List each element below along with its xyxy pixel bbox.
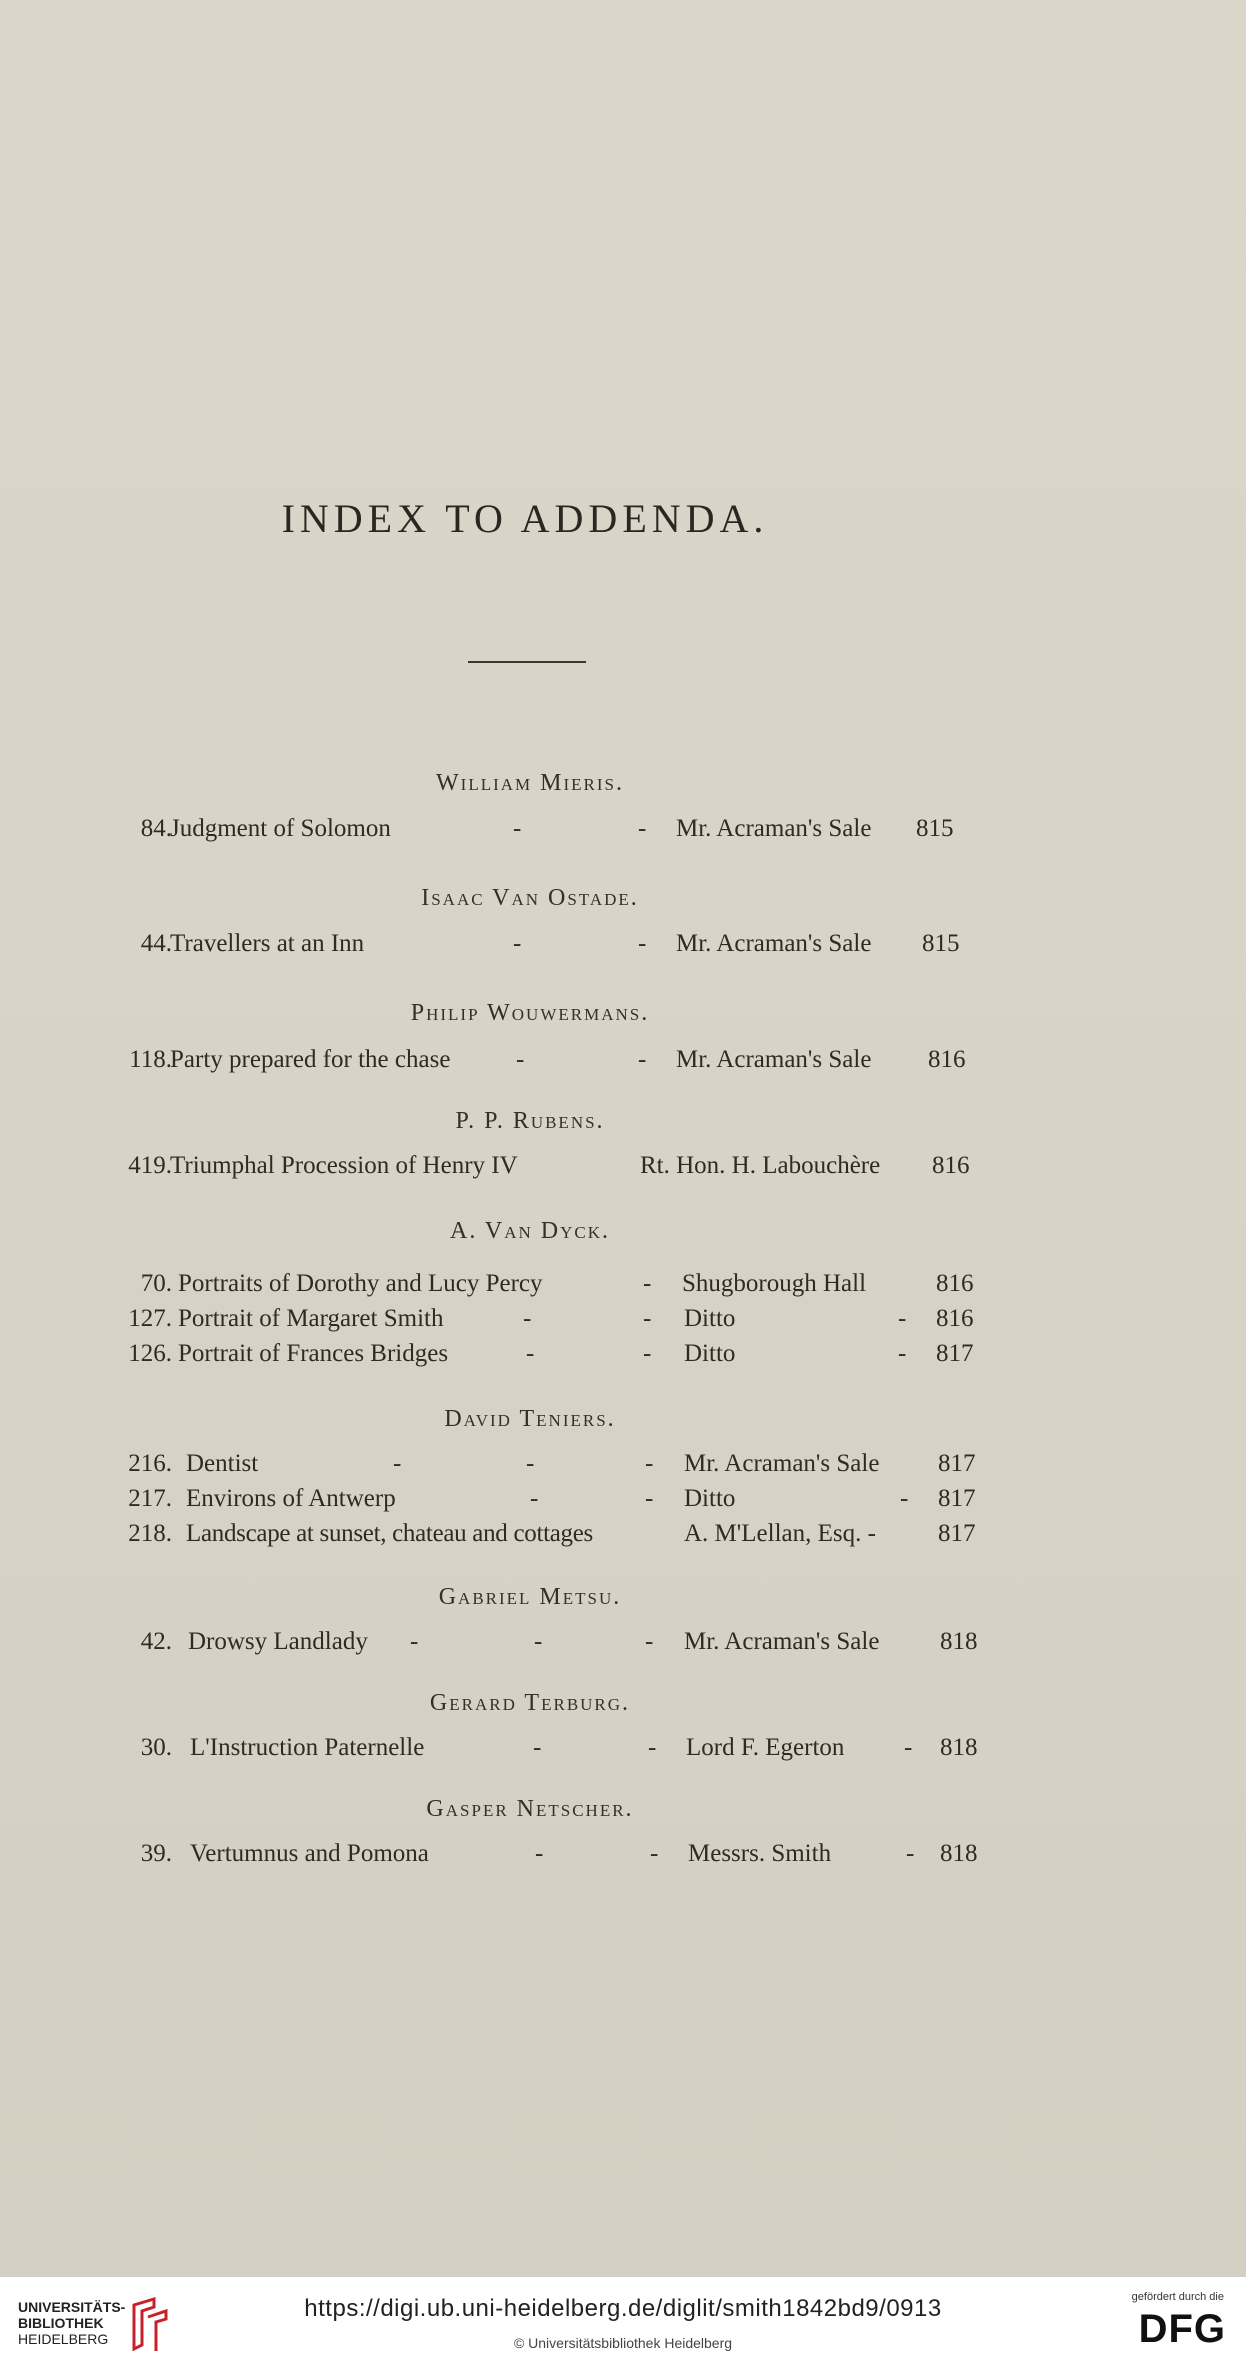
entry-dash: -: [530, 1485, 539, 1512]
entry-page: 816: [936, 1305, 974, 1332]
entry-dash: -: [535, 1840, 544, 1867]
entry-page: 818: [940, 1628, 978, 1655]
index-entry: [0, 815, 1246, 851]
entry-number: 218.: [128, 1520, 172, 1547]
permalink-url[interactable]: https://digi.ub.uni-heidelberg.de/diglit/smith1842bd9/0913: [304, 2295, 942, 2322]
entry-dash: -: [638, 1046, 647, 1073]
entry-number: 217.: [128, 1485, 172, 1512]
artist-heading: Gabriel Metsu.: [438, 1584, 622, 1610]
entry-dash: -: [393, 1450, 402, 1477]
artist-heading: Gasper Netscher.: [426, 1796, 634, 1822]
entry-number: 126.: [128, 1340, 172, 1367]
funding-label: gefördert durch die: [1131, 2291, 1224, 2303]
logo-line: BIBLIOTHEK: [18, 2315, 104, 2331]
entry-title: Triumphal Procession of Henry IV: [170, 1152, 518, 1179]
entry-dash: -: [645, 1628, 654, 1655]
entry-number: 419.: [128, 1152, 172, 1179]
entry-dash: -: [638, 815, 647, 842]
entry-owner: Ditto: [684, 1340, 736, 1367]
dfg-logo[interactable]: DFG: [1138, 2307, 1226, 2351]
entry-owner: Mr. Acraman's Sale: [676, 1046, 872, 1073]
entry-title: L'Instruction Paternelle: [190, 1734, 425, 1761]
entry-dash: -: [900, 1485, 909, 1512]
entry-dash: -: [643, 1270, 652, 1297]
entry-owner: Rt. Hon. H. Labouchère: [640, 1152, 881, 1179]
artist-heading: William Mieris.: [436, 770, 624, 796]
entry-dash: -: [645, 1450, 654, 1477]
entry-dash: -: [648, 1734, 657, 1761]
entry-number: 118.: [129, 1046, 172, 1073]
index-entry: [0, 1270, 1246, 1306]
artist-heading: Isaac Van Ostade.: [421, 885, 639, 911]
index-entry: [0, 1485, 1246, 1521]
entry-dash: -: [513, 815, 522, 842]
index-entry: [0, 1840, 1246, 1876]
entry-page: 815: [916, 815, 954, 842]
entry-title: Travellers at an Inn: [170, 930, 365, 957]
entry-page: 817: [938, 1485, 976, 1512]
entry-title: Portraits of Dorothy and Lucy Percy: [178, 1270, 543, 1297]
entry-dash: -: [534, 1628, 543, 1655]
entry-dash: -: [410, 1628, 419, 1655]
entry-number: 39.: [140, 1840, 172, 1867]
logo-line: UNIVERSITÄTS-: [18, 2299, 126, 2315]
entry-page: 816: [932, 1152, 970, 1179]
entry-number: 216.: [128, 1450, 172, 1477]
entry-dash: -: [643, 1305, 652, 1332]
entry-dash: -: [533, 1734, 542, 1761]
entry-title: Party prepared for the chase: [170, 1046, 451, 1073]
entry-owner: Ditto: [684, 1485, 736, 1512]
entry-number: 84.: [140, 815, 172, 842]
index-entry: [0, 1520, 1246, 1556]
artist-heading: A. Van Dyck.: [449, 1218, 610, 1244]
entry-title: Drowsy Landlady: [188, 1628, 368, 1655]
entry-page: 817: [938, 1450, 976, 1477]
entry-page: 816: [936, 1270, 974, 1297]
entry-title: Vertumnus and Pomona: [190, 1840, 429, 1867]
entry-number: 44.: [140, 930, 172, 957]
entry-dash: -: [645, 1485, 654, 1512]
entry-number: 70.: [140, 1270, 172, 1297]
entry-title: Portrait of Margaret Smith: [178, 1305, 444, 1332]
entry-dash: -: [526, 1340, 535, 1367]
index-entry: [0, 1450, 1246, 1486]
entry-page: 818: [940, 1840, 978, 1867]
viewer-footer: [0, 2276, 1246, 2365]
entry-title: Environs of Antwerp: [186, 1485, 396, 1512]
entry-owner: Lord F. Egerton: [686, 1734, 845, 1761]
index-entry: [0, 1305, 1246, 1341]
entry-owner: Messrs. Smith: [688, 1840, 832, 1867]
entry-dash: -: [898, 1340, 907, 1367]
entry-dash: -: [650, 1840, 659, 1867]
copyright-text: © Universitätsbibliothek Heidelberg: [513, 2335, 733, 2351]
index-entry: [0, 1340, 1246, 1376]
title-rule: [468, 661, 586, 663]
entry-title: Portrait of Frances Bridges: [178, 1340, 449, 1367]
entry-page: 817: [936, 1340, 974, 1367]
entry-owner: Mr. Acraman's Sale: [676, 815, 872, 842]
page-title: INDEX TO ADDENDA.: [281, 496, 769, 541]
entry-dash: -: [898, 1305, 907, 1332]
entry-dash: -: [516, 1046, 525, 1073]
entry-number: 42.: [140, 1628, 172, 1655]
entry-title: Dentist: [186, 1450, 259, 1477]
entry-dash: -: [523, 1305, 532, 1332]
artist-heading: Philip Wouwermans.: [410, 1000, 650, 1026]
entry-title: Landscape at sunset, chateau and cottages: [186, 1520, 593, 1547]
entry-owner: Ditto: [684, 1305, 736, 1332]
entry-dash: -: [906, 1840, 915, 1867]
index-entry: [0, 1152, 1246, 1188]
entry-dash: -: [513, 930, 522, 957]
entry-title: Judgment of Solomon: [170, 815, 391, 842]
index-entry: [0, 1046, 1246, 1082]
artist-heading: P. P. Rubens.: [455, 1108, 605, 1134]
entry-dash: -: [904, 1734, 913, 1761]
index-entry: [0, 1628, 1246, 1664]
artist-heading: David Teniers.: [444, 1406, 616, 1432]
entry-owner: Mr. Acraman's Sale: [676, 930, 872, 957]
entry-dash: -: [638, 930, 647, 957]
entry-owner: A. M'Lellan, Esq. -: [684, 1520, 876, 1547]
entry-dash: -: [643, 1340, 652, 1367]
artist-heading: Gerard Terburg.: [429, 1690, 631, 1716]
index-entry: [0, 930, 1246, 966]
entry-page: 815: [922, 930, 960, 957]
logo-line: HEIDELBERG: [18, 2331, 109, 2347]
index-entry: [0, 1734, 1246, 1770]
entry-owner: Mr. Acraman's Sale: [684, 1628, 880, 1655]
entry-page: 816: [928, 1046, 966, 1073]
entry-owner: Mr. Acraman's Sale: [684, 1450, 880, 1477]
entry-number: 30.: [140, 1734, 172, 1761]
entry-number: 127.: [128, 1305, 172, 1332]
entry-page: 818: [940, 1734, 978, 1761]
entry-owner: Shugborough Hall: [682, 1270, 867, 1297]
entry-dash: -: [526, 1450, 535, 1477]
entry-page: 817: [938, 1520, 976, 1547]
